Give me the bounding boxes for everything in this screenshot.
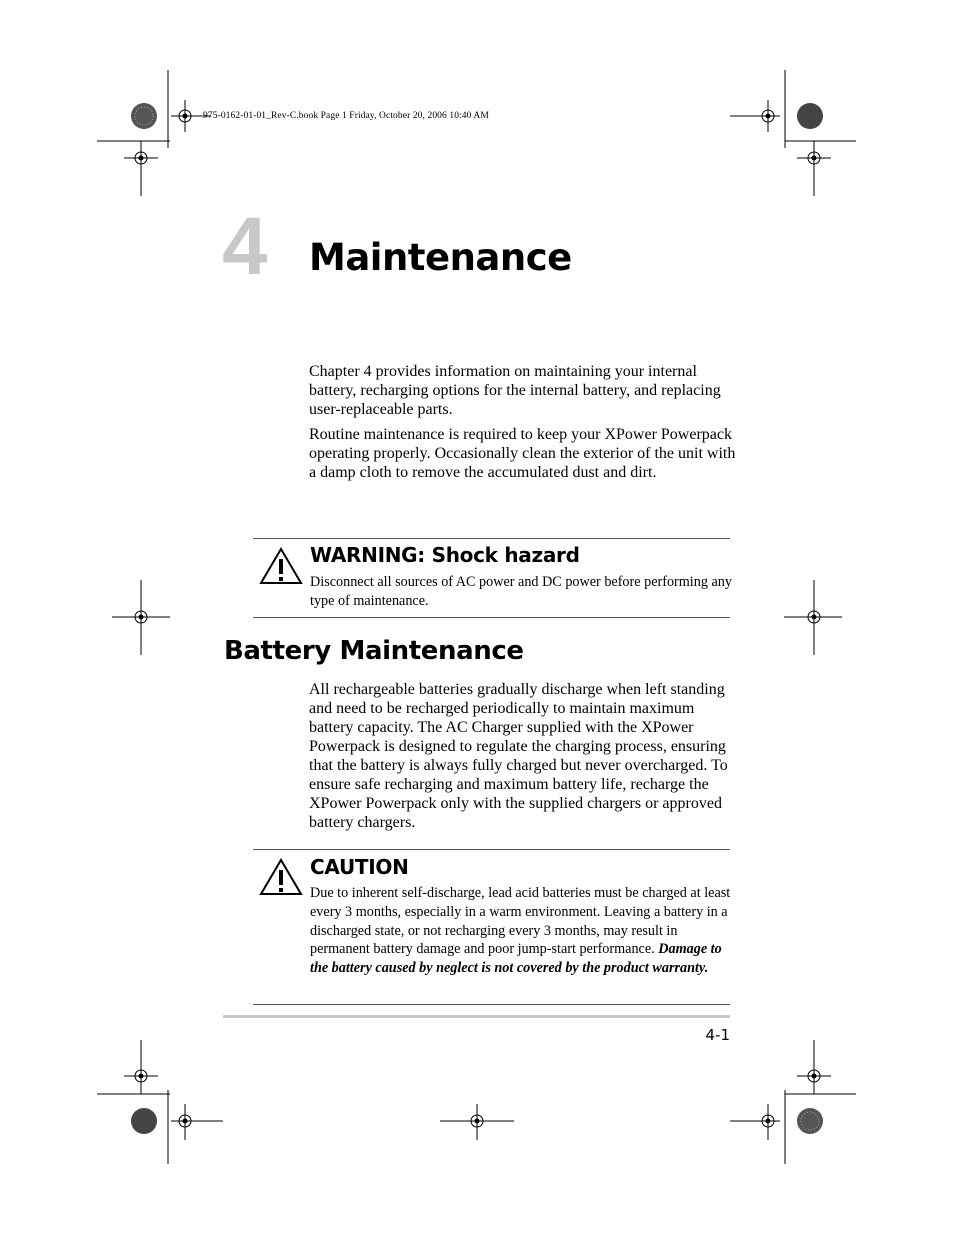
section-title-battery-maintenance: Battery Maintenance	[224, 636, 524, 666]
caution-body	[310, 884, 735, 978]
caution-bottom-rule	[253, 1004, 730, 1005]
book-stamp: 975-0162-01-01_Rev-C.book Page 1 Friday, October 20, 2006 10:40 AM	[203, 111, 489, 121]
warning-top-rule	[253, 538, 730, 539]
chapter-number: 4	[222, 201, 268, 292]
battery-paragraph: All rechargeable batteries gradually discharge when left standing and need to be recharged periodically to maintain maximum battery capacity. The AC Charger supplied with the XPower Powerpack is designed to regulate the charging process, ensuring that the battery is always fully charged but never overcharged. To ensure safe recharging and maximum battery life, recharge the XPower Powerpack only with the supplied chargers or approved battery chargers.	[309, 681, 728, 831]
warning-text: Disconnect all sources of AC power and DC power before performing any type of maintenance.	[310, 574, 732, 609]
warning-bottom-rule	[253, 617, 730, 618]
intro-paragraph-2: Routine maintenance is required to keep your XPower Powerpack operating properly. Occasionally clean the exterior of the unit with a damp cloth to remove the accumulated dust and dirt.	[309, 426, 736, 481]
page-number: 4-1	[705, 1026, 730, 1044]
warning-triangle-icon	[259, 547, 303, 585]
intro-paragraph-1: Chapter 4 provides information on maintaining your internal battery, recharging options for the internal battery, and replacing user-replaceable parts.	[309, 363, 721, 418]
warning-title: WARNING: Shock hazard	[310, 543, 580, 567]
caution-title: CAUTION	[310, 855, 409, 879]
caution-text: Due to inherent self-discharge, lead acid batteries must be charged at least every 3 months, especially in a warm environment. Leaving a battery in a discharged state, or not recharging every 3 months, may result in permanent battery damage and poor jump-start performance.	[310, 885, 731, 958]
caution-emphasis: Damage to the battery caused by neglect is not covered by the product warranty.	[310, 941, 722, 977]
warning-triangle-icon	[259, 858, 303, 896]
footer-rule	[223, 1015, 730, 1018]
chapter-title: Maintenance	[309, 236, 572, 279]
caution-top-rule	[253, 849, 730, 850]
